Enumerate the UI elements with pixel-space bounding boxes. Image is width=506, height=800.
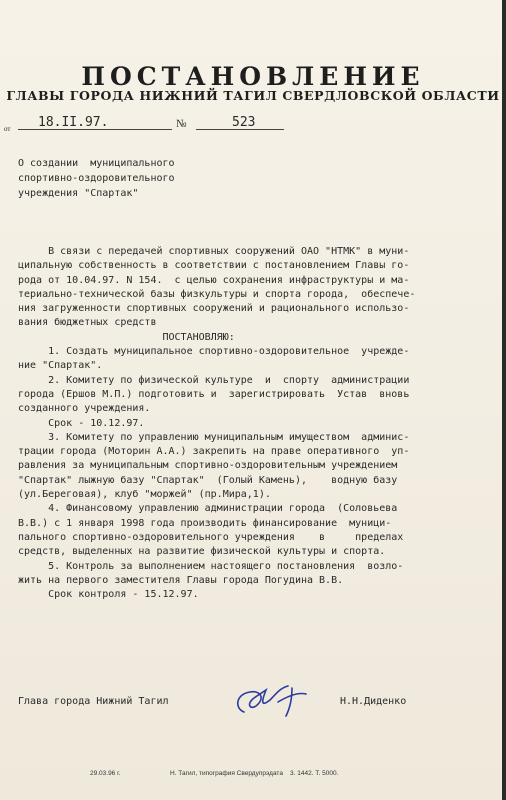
scan-edge — [502, 0, 506, 800]
number-label: № — [176, 118, 187, 130]
body-line: ния загруженности спортивных сооружений и рационального использо- — [18, 303, 410, 315]
date-value: 18.II.97. — [38, 115, 109, 130]
handwritten-signature — [226, 682, 326, 722]
body-line: жить на первого заместителя Главы города Погудина В.В. — [18, 574, 344, 586]
body-line: 1. Создать муниципальное спортивно-оздоровительное учрежде- — [18, 346, 410, 358]
body-line: "Спартак" лыжную базу "Спартак" (Голый Камень), водную базу — [18, 474, 398, 486]
document-title: ПОСТАНОВЛЕНИЕ — [81, 62, 425, 91]
body-line: пального спортивно-оздоровительного учреждения в пределах — [18, 531, 404, 543]
subject-line: спортивно-оздоровительного — [18, 173, 175, 184]
body-line: ципальную собственность в соответствии с постановлением Главы го- — [18, 260, 410, 272]
body-line: средств, выделенных на развитие физической культуры и спорта. — [18, 546, 386, 558]
body-line: рода от 10.04.97. N 154. с целью сохранения инфраструктуры и ма- — [18, 274, 410, 286]
document-subtitle: ГЛАВЫ ГОРОДА НИЖНИЙ ТАГИЛ СВЕРДЛОВСКОЙ ОБЛАСТИ — [6, 88, 500, 103]
body-line: 3. Комитету по управлению муниципальным имуществом админис- — [18, 431, 410, 443]
body-line: города (Ершов М.П.) подготовить и зарегистрировать Устав вновь — [18, 388, 410, 400]
signature-block — [0, 694, 506, 734]
body-line: вания бюджетных средств — [18, 317, 157, 329]
number-value: 523 — [232, 115, 256, 130]
footer-printer: Н. Тагил, типография Свердупрэдата — [170, 770, 283, 777]
body-line: (ул.Береговая), клуб "моржей" (пр.Мира,1). — [18, 489, 271, 501]
body-line: 5. Контроль за выполнением настоящего постановления возло- — [18, 560, 404, 572]
date-label: от — [4, 125, 11, 133]
body-line: териально-технической базы физкультуры и спорта города, обеспече- — [18, 288, 416, 300]
body-line: ние "Спартак". — [18, 360, 103, 372]
body-line: В связи с передачей спортивных сооружений ОАО "НТМК" в муни- — [18, 246, 410, 257]
signatory-position: Глава города Нижний Тагил — [18, 696, 169, 707]
subject-line: О создании муниципального — [18, 158, 175, 169]
body-line: 4. Финансовому управлению администрации города (Соловьева — [18, 503, 398, 515]
subject-line: учреждения "Спартак" — [18, 188, 139, 199]
body-line: В.В.) с 1 января 1998 года производить финансирование муници- — [18, 517, 392, 529]
subject-block — [18, 156, 175, 201]
date-number-row — [0, 113, 506, 135]
footer-date: 29.03.96 г. — [90, 770, 121, 777]
body-line: 2. Комитету по физической культуре и спорту администрации — [18, 374, 410, 386]
body-line: трации города (Моторин А.А.) закрепить на праве оперативного уп- — [18, 446, 410, 458]
body-line: Срок контроля - 15.12.97. — [18, 589, 199, 601]
body-text — [18, 245, 458, 602]
body-line: созданного учреждения. — [18, 403, 151, 415]
body-line-heading: ПОСТАНОВЛЯЮ: — [18, 331, 235, 343]
body-line: равления за муниципальным спортивно-оздоровительным учреждением — [18, 460, 398, 472]
signatory-name: Н.Н.Диденко — [340, 696, 407, 707]
footer-order: 3. 1442. Т. 5000. — [290, 770, 339, 777]
body-line: Срок - 10.12.97. — [18, 417, 145, 429]
